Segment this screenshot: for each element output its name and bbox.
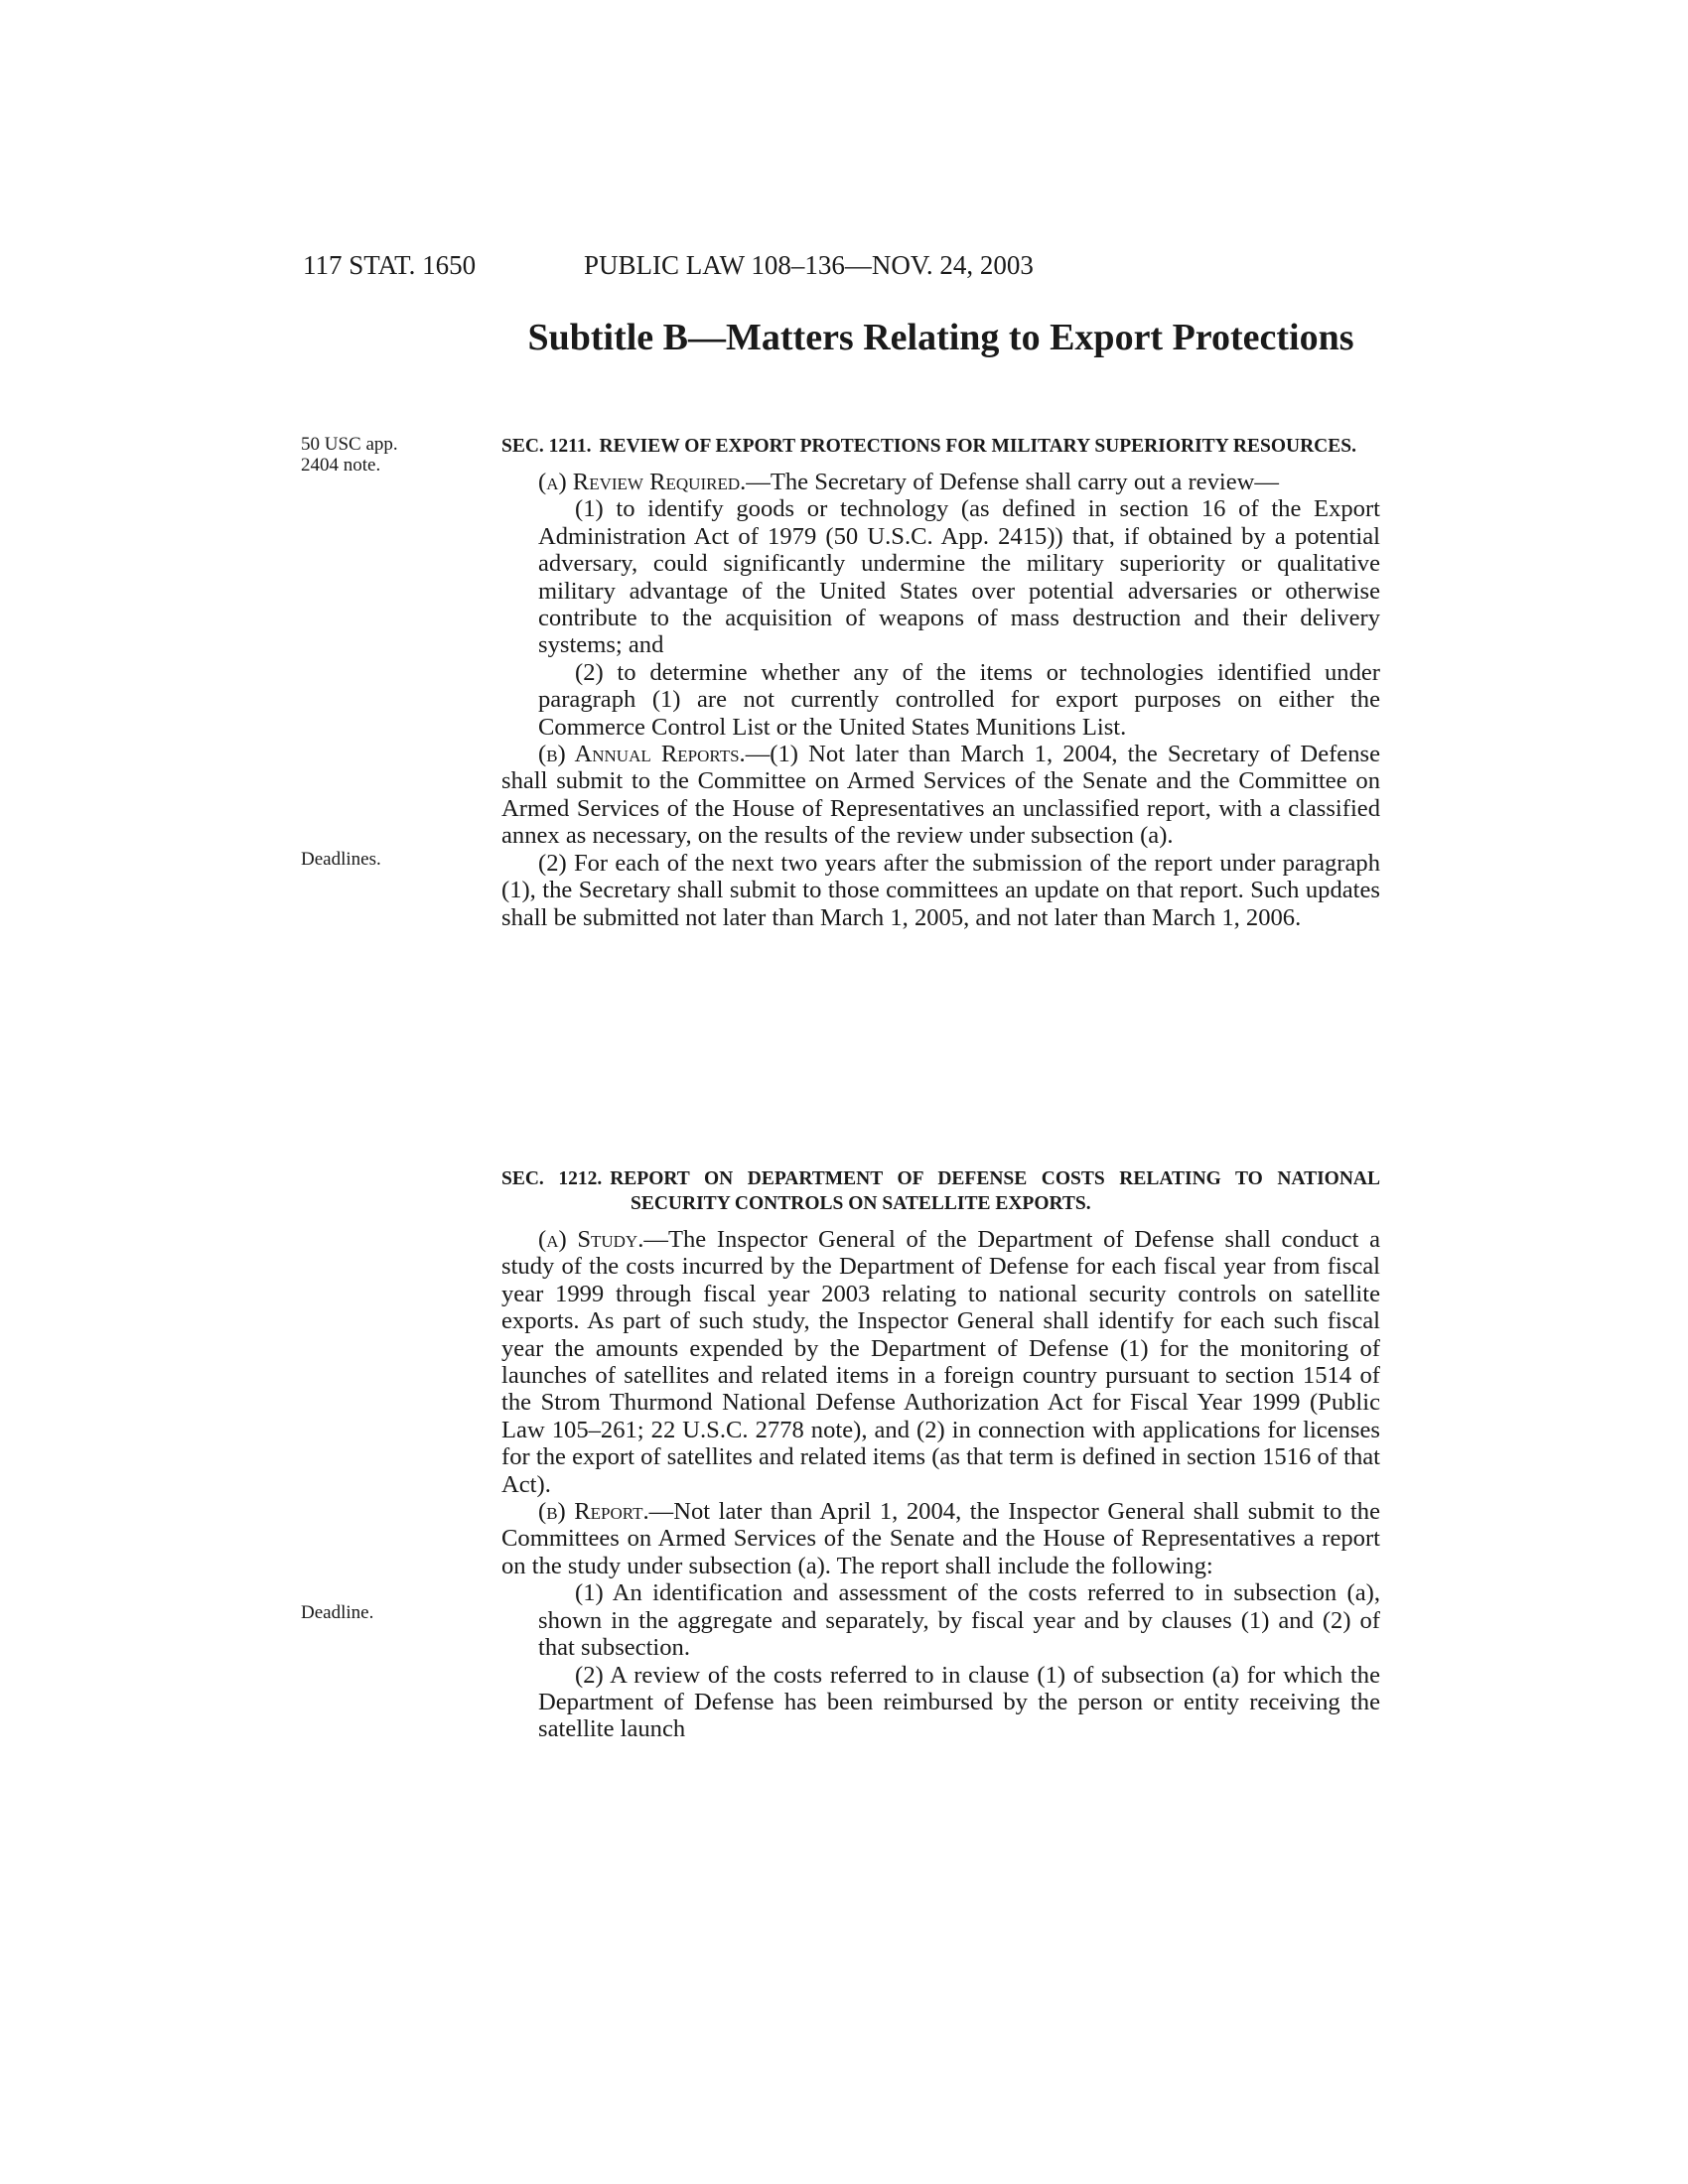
margin-note-deadline: Deadline. bbox=[301, 1602, 374, 1623]
subsection-label: (a) Study. bbox=[538, 1226, 644, 1253]
subsection-text: —The Secretary of Defense shall carry out a review— bbox=[746, 469, 1279, 495]
paragraph-1: (1) An identification and assessment of the costs referred to in subsection (a), shown in the aggregate and separately, by fiscal year and by clauses (1) and (2) of that subsection. bbox=[538, 1579, 1380, 1662]
paragraph-2: (2) A review of the costs referred to in clause (1) of subsection (a) for which the Department of Defense has been reimbursed by the person or entity receiving the satellite launch bbox=[538, 1661, 1380, 1743]
margin-note-usc: 50 USC app. 2404 note. bbox=[301, 434, 398, 476]
section-number: SEC. 1212. bbox=[501, 1168, 603, 1189]
subsection-b bbox=[501, 1498, 1380, 1579]
stat-page-number: 117 STAT. 1650 bbox=[303, 250, 477, 280]
section-heading bbox=[501, 1166, 1380, 1216]
subsection-a bbox=[501, 469, 1380, 495]
subsection-label: (b) Annual Reports. bbox=[538, 741, 746, 768]
subsection-b-paragraph-2: (2) For each of the next two years after the submission of the report under paragraph (1), the Secretary shall submit to those committees an update on that report. Such updates shall be submitted not later than March 1, 2005, and not later than March 1, 2006. bbox=[501, 849, 1380, 931]
subsection-b bbox=[501, 741, 1380, 850]
paragraph-2: (2) to determine whether any of the items or technologies identified under paragraph (1) are not currently controlled for export purposes on either the Commerce Control List or the United States Munitions List. bbox=[538, 658, 1380, 741]
subsection-a bbox=[501, 1226, 1380, 1498]
section-1211 bbox=[501, 434, 1380, 931]
running-header bbox=[303, 250, 1216, 290]
section-1212 bbox=[501, 1166, 1380, 1743]
section-number: SEC. 1211. bbox=[501, 436, 592, 457]
subsection-label: (a) Review Required. bbox=[538, 469, 747, 495]
section-title: REVIEW OF EXPORT PROTECTIONS FOR MILITARY SUPERIORITY RESOURCES. bbox=[599, 436, 1356, 457]
subsection-text: —(1) Not later than March 1, 2004, the Secretary of Defense shall submit to the Committee on Armed Services of the Senate and the Committee on Armed Services of the House of Representatives an unclassified report, with a classified annex as necessary, on the results of the review under subsection (a). bbox=[501, 741, 1380, 850]
subsection-text: —Not later than April 1, 2004, the Inspector General shall submit to the Committees on Armed Services of the Senate and the House of Representatives a report on the study under subsection (a). The report shall include the following: bbox=[501, 1498, 1380, 1579]
margin-note-deadlines: Deadlines. bbox=[301, 849, 381, 870]
paragraph-1: (1) to identify goods or technology (as defined in section 16 of the Export Administration Act of 1979 (50 U.S.C. App. 2415)) that, if obtained by a potential adversary, could significantly undermine the military superiority or qualitative military advantage of the United States over potential adversaries or otherwise contribute to the acquisition of weapons of mass destruction and their delivery systems; and bbox=[538, 495, 1380, 659]
public-law-citation: PUBLIC LAW 108–136—NOV. 24, 2003 bbox=[584, 250, 1034, 280]
section-heading bbox=[501, 434, 1380, 459]
subsection-label: (b) Report. bbox=[538, 1498, 649, 1526]
section-title: REPORT ON DEPARTMENT OF DEFENSE COSTS RELATING TO NATIONAL SECURITY CONTROLS ON SATELLITE EXPORTS. bbox=[610, 1168, 1381, 1214]
subtitle-heading: Subtitle B—Matters Relating to Export Protections bbox=[527, 317, 1354, 358]
subsection-text: —The Inspector General of the Department of Defense shall conduct a study of the costs incurred by the Department of Defense for each fiscal year from fiscal year 1999 through fiscal year 2003 relating to national security controls on satellite exports. As part of such study, the Inspector General shall identify for each such fiscal year the amounts expended by the Department of Defense (1) for the monitoring of launches of satellites and related items in a foreign country pursuant to section 1514 of the Strom Thurmond National Defense Authorization Act for Fiscal Year 1999 (Public Law 105–261; 22 U.S.C. 2778 note), and (2) in connection with applications for licenses for the export of satellites and related items (as that term is defined in section 1516 of that Act). bbox=[501, 1226, 1380, 1498]
